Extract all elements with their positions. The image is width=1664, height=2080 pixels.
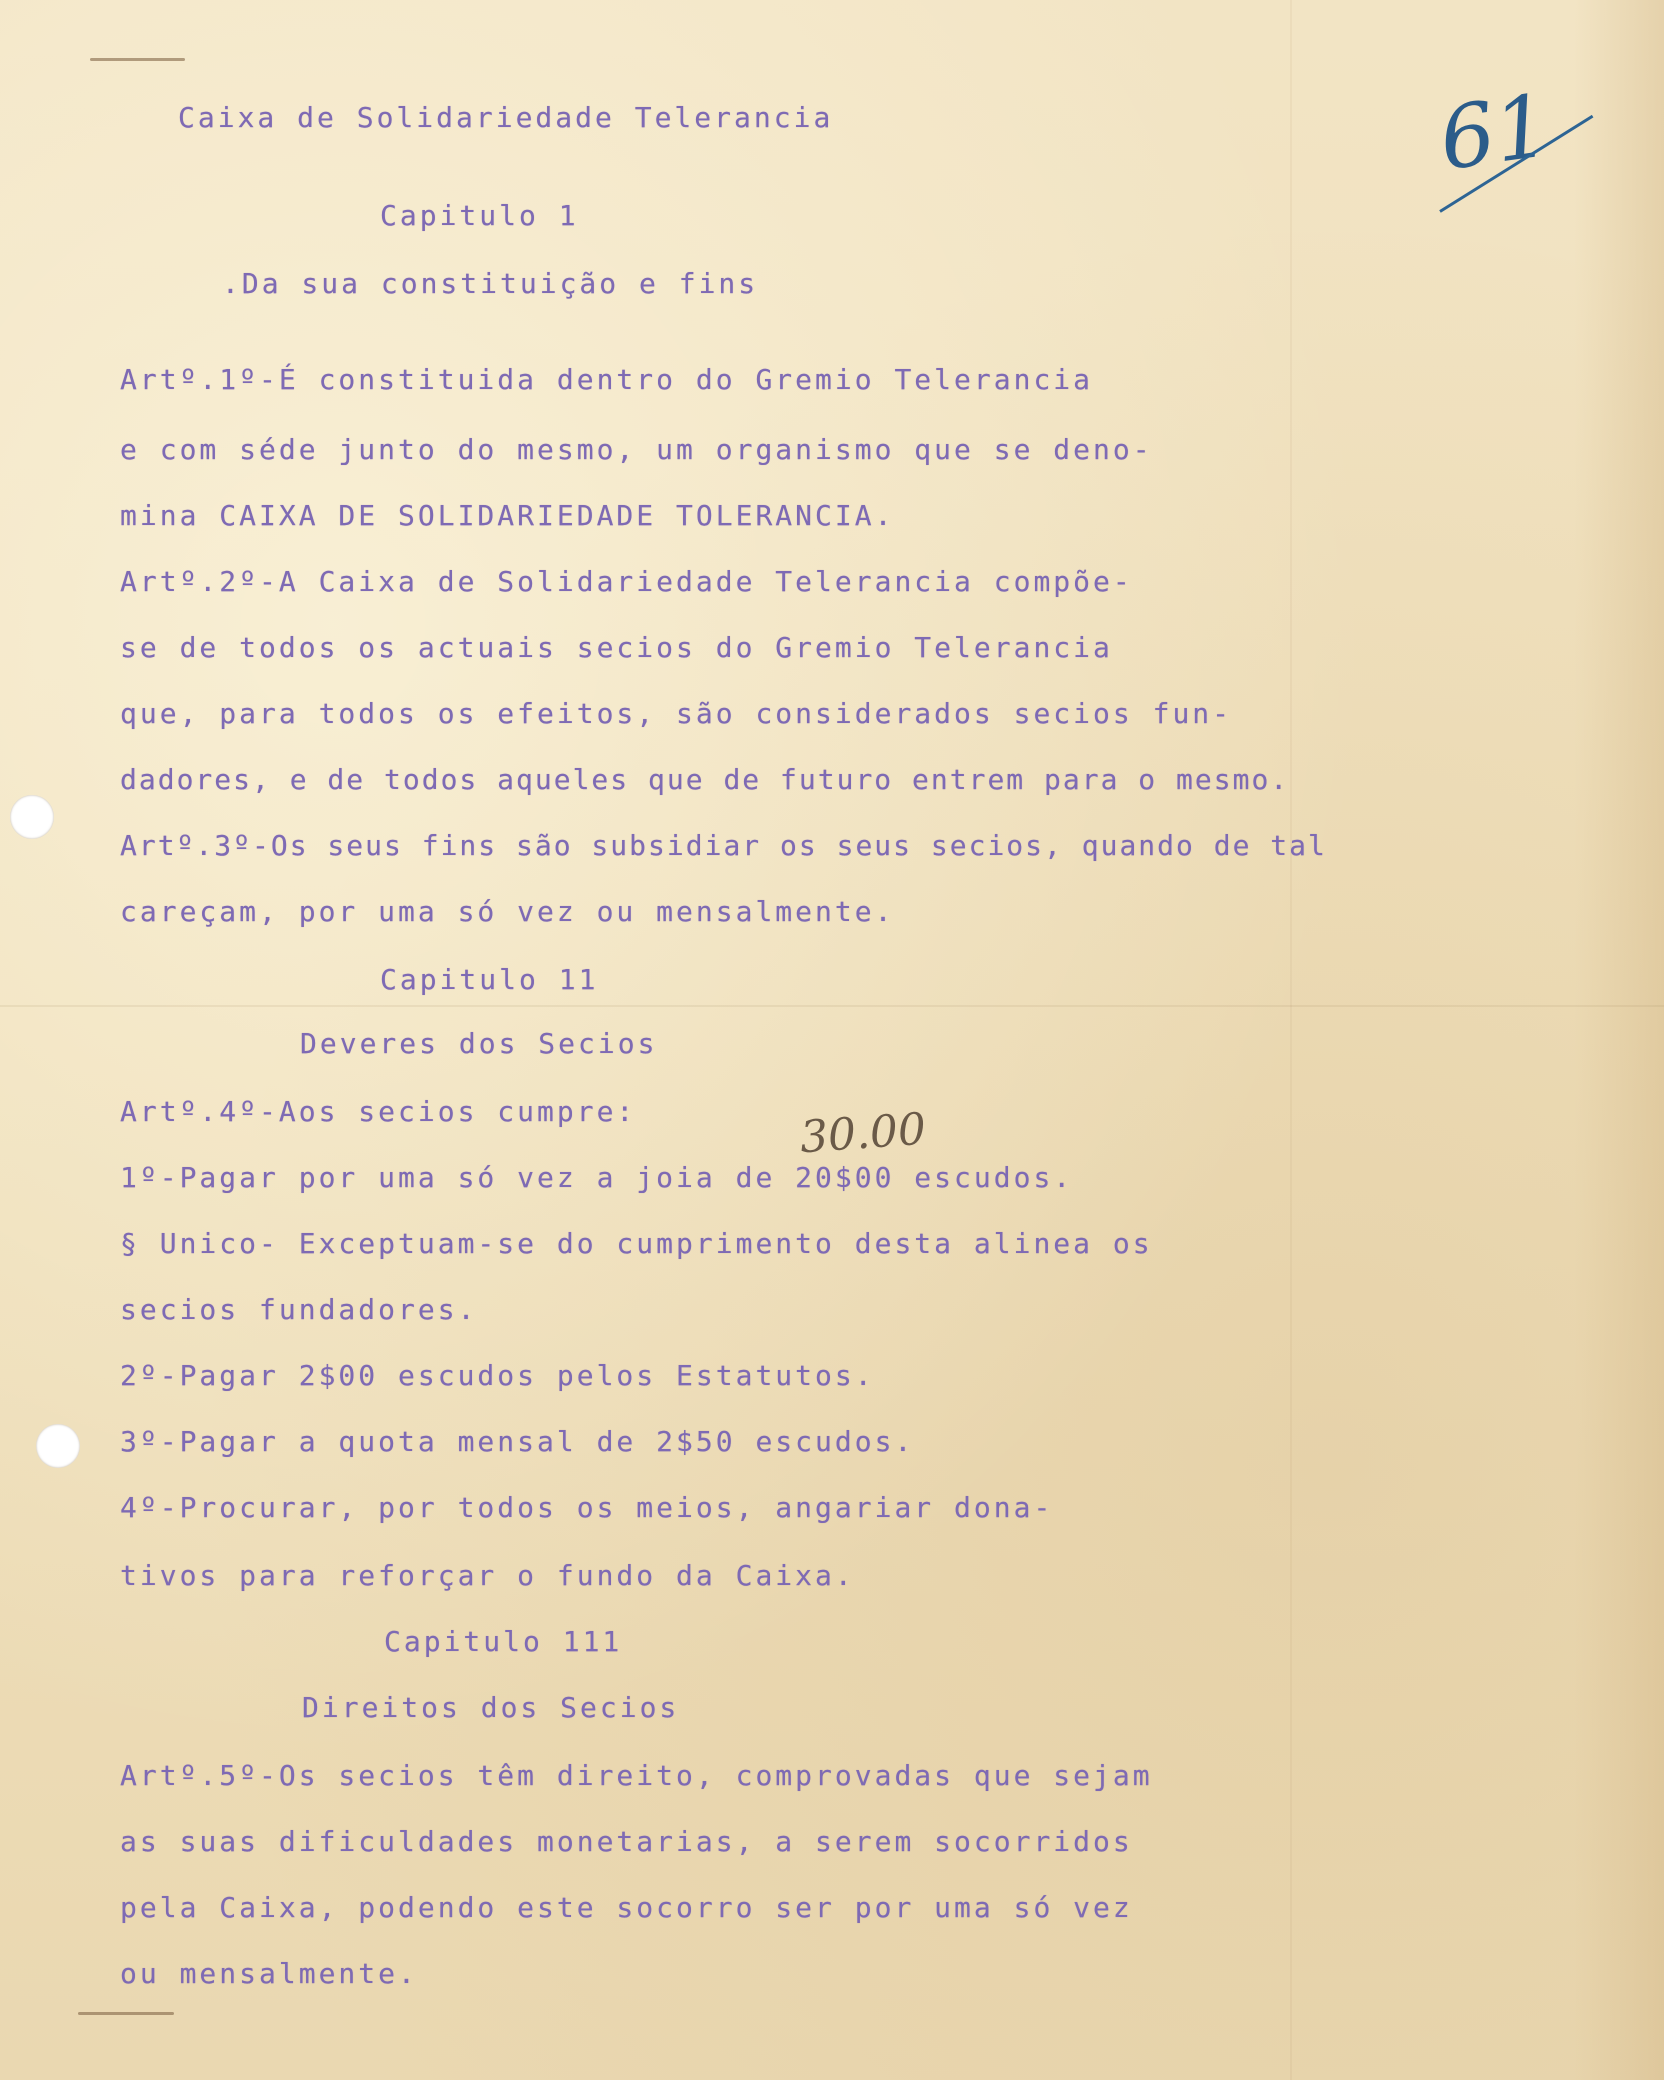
punch-hole-top: [10, 795, 54, 839]
text-line: ou mensalmente.: [120, 1957, 418, 1990]
text-line: Artº.4º-Aos secios cumpre:: [120, 1095, 637, 1128]
text-line: se de todos os actuais secios do Gremio Telerancia: [120, 631, 1113, 664]
page-number-handwritten: 61: [1433, 75, 1556, 191]
text-line: tivos para reforçar o fundo da Caixa.: [120, 1559, 855, 1592]
punch-hole-bottom: [36, 1424, 80, 1468]
handwritten-amount-note: 30.00: [798, 1103, 928, 1164]
text-line: Artº.5º-Os secios têm direito, comprovadas que sejam: [120, 1759, 1153, 1792]
chapter-3-heading: Capitulo 111: [384, 1625, 623, 1658]
chapter-1-subheading: .Da sua constituição e fins: [222, 267, 759, 300]
chapter-1-heading: Capitulo 1: [380, 199, 579, 232]
pin-mark-bottom: [78, 2012, 174, 2015]
text-line: 2º-Pagar 2$00 escudos pelos Estatutos.: [120, 1359, 875, 1392]
pin-mark-top: [90, 58, 185, 61]
chapter-3-subheading: Direitos dos Secios: [302, 1691, 680, 1724]
chapter-2-heading: Capitulo 11: [380, 963, 599, 996]
text-line: Artº.3º-Os seus fins são subsidiar os seus secios, quando de tal: [120, 829, 1327, 862]
text-line: 1º-Pagar por uma só vez a joia de 20$00 escudos.: [120, 1161, 1074, 1194]
text-line: dadores, e de todos aqueles que de futuro entrem para o mesmo.: [120, 763, 1290, 796]
text-line: pela Caixa, podendo este socorro ser por uma só vez: [120, 1891, 1133, 1924]
text-line: § Unico- Exceptuam-se do cumprimento desta alinea os: [120, 1227, 1153, 1260]
chapter-2-subheading: Deveres dos Secios: [300, 1027, 658, 1060]
text-line: e com séde junto do mesmo, um organismo que se deno-: [120, 433, 1153, 466]
text-line: mina CAIXA DE SOLIDARIEDADE TOLERANCIA.: [120, 499, 895, 532]
text-line: Artº.2º-A Caixa de Solidariedade Telerancia compõe-: [120, 565, 1133, 598]
text-line: que, para todos os efeitos, são considerados secios fun-: [120, 697, 1233, 730]
text-line: careçam, por uma só vez ou mensalmente.: [120, 895, 895, 928]
text-line: as suas dificuldades monetarias, a serem socorridos: [120, 1825, 1133, 1858]
paper-fold-horizontal: [0, 1005, 1664, 1007]
text-line: 3º-Pagar a quota mensal de 2$50 escudos.: [120, 1425, 915, 1458]
paper-edge-stain: [1574, 0, 1664, 2080]
text-line: Artº.1º-É constituida dentro do Gremio Telerancia: [120, 363, 1094, 396]
document-title: Caixa de Solidariedade Telerancia: [178, 101, 834, 134]
text-line: secios fundadores.: [120, 1293, 478, 1326]
text-line: 4º-Procurar, por todos os meios, angariar dona-: [120, 1491, 1054, 1524]
paper-fold-vertical: [1290, 0, 1292, 2080]
